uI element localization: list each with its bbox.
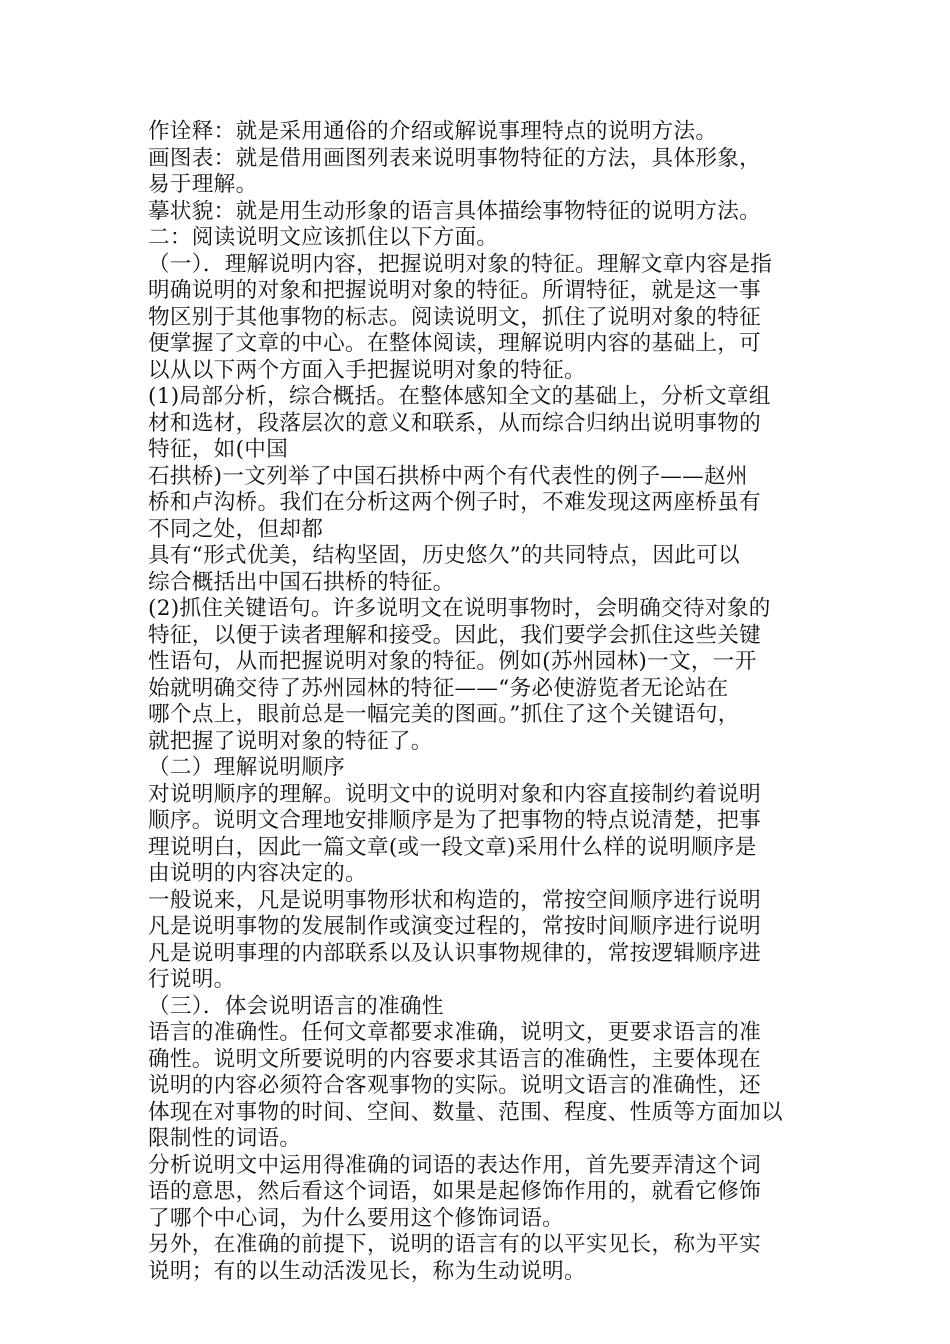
text-line: 凡是说明事理的内部联系以及认识事物规律的，常按逻辑顺序进 (148, 940, 762, 966)
text-line: (1)局部分析，综合概括。在整体感知全文的基础上，分析文章组 (148, 384, 771, 409)
text-line: 哪个点上，眼前总是一幅完美的图画。”抓住了这个关键语句， (148, 702, 740, 727)
text-line: 特征，如(中国 (148, 437, 289, 462)
text-line: 便掌握了文章的中心。在整体阅读，理解说明内容的基础上，可 (148, 331, 762, 356)
text-line: 分析说明文中运用得准确的词语的表达作用，首先要弄清这个词 (148, 1152, 762, 1178)
subsection-heading: （二）理解说明顺序 (148, 755, 346, 780)
text-line: 明确说明的对象和把握说明对象的特征。所谓特征，就是这一事 (148, 278, 762, 303)
text-line: 体现在对事物的时间、空间、数量、范围、程度、性质等方面加以 (148, 1099, 783, 1125)
text-line: 对说明顺序的理解。说明文中的说明对象和内容直接制约着说明 (148, 781, 762, 807)
text-line: 不同之处，但却都 (148, 516, 324, 542)
text-line: 易于理解。 (148, 172, 258, 197)
document-body (148, 119, 812, 1285)
text-line: 确性。说明文所要说明的内容要求其语言的准确性，主要体现在 (148, 1046, 762, 1072)
text-line: 具有“形式优美，结构坚固，历史悠久”的共同特点，因此可以 (148, 543, 740, 568)
subsection-heading: （三）．体会说明语言的准确性 (148, 993, 444, 1019)
subsection-heading: （一）．理解说明内容，把握说明对象的特征。理解文章内容是指 (148, 251, 773, 277)
text-line: 行说明。 (148, 967, 236, 992)
text-line: 特征，以便于读者理解和接受。因此，我们要学会抓住这些关键 (148, 622, 762, 648)
text-line: 性语句，从而把握说明对象的特征。例如(苏州园林)一文，一开 (148, 649, 757, 674)
text-line: 材和选材，段落层次的意义和联系，从而综合归纳出说明事物的 (148, 410, 762, 436)
text-line: 物区别于其他事物的标志。阅读说明文，抓住了说明对象的特征 (148, 304, 762, 330)
text-line: 说明；有的以生动活泼见长，称为生动说明。 (148, 1258, 586, 1284)
text-line: 说明的内容必须符合客观事物的实际。说明文语言的准确性，还 (148, 1073, 762, 1098)
text-line: 了哪个中心词，为什么要用这个修饰词语。 (148, 1205, 564, 1231)
text-line: 综合概括出中国石拱桥的特征。 (148, 569, 455, 595)
text-line: 语言的准确性。任何文章都要求准确，说明文，更要求语言的准 (148, 1020, 762, 1045)
text-line: 石拱桥)一文列举了中国石拱桥中两个有代表性的例子——赵州 (148, 463, 748, 489)
text-line: 始就明确交待了苏州园林的特征——“务必使游览者无论站在 (148, 675, 729, 701)
text-line: 摹状貌：就是用生动形象的语言具体描绘事物特征的说明方法。 (148, 198, 762, 224)
text-line: 理说明白，因此一篇文章(或一段文章)采用什么样的说明顺序是 (148, 834, 757, 860)
text-line: 以从以下两个方面入手把握说明对象的特征。 (148, 357, 586, 383)
text-line: 凡是说明事物的发展制作或演变过程的，常按时间顺序进行说明 (148, 914, 762, 939)
section-heading: 二：阅读说明文应该抓住以下方面。 (148, 225, 499, 250)
text-line: 画图表：就是借用画图列表来说明事物特征的方法，具体形象， (148, 145, 762, 171)
text-line: 就把握了说明对象的特征了。 (148, 728, 433, 754)
text-line: 作诠释：就是采用通俗的介绍或解说事理特点的说明方法。 (148, 119, 718, 144)
text-line: 限制性的词语。 (148, 1126, 302, 1151)
text-line: 桥和卢沟桥。我们在分析这两个例子时，不难发现这两座桥虽有 (148, 490, 762, 515)
text-line: 另外，在准确的前提下，说明的语言有的以平实见长，称为平实 (148, 1232, 762, 1257)
text-line: 语的意思，然后看这个词语，如果是起修饰作用的，就看它修饰 (148, 1179, 762, 1204)
text-line: 顺序。说明文合理地安排顺序是为了把事物的特点说清楚，把事 (148, 808, 762, 833)
text-line: 一般说来，凡是说明事物形状和构造的，常按空间顺序进行说明 (148, 887, 762, 913)
text-line: (2)抓住关键语句。许多说明文在说明事物时，会明确交待对象的 (148, 596, 771, 621)
text-line: 由说明的内容决定的。 (148, 861, 367, 886)
